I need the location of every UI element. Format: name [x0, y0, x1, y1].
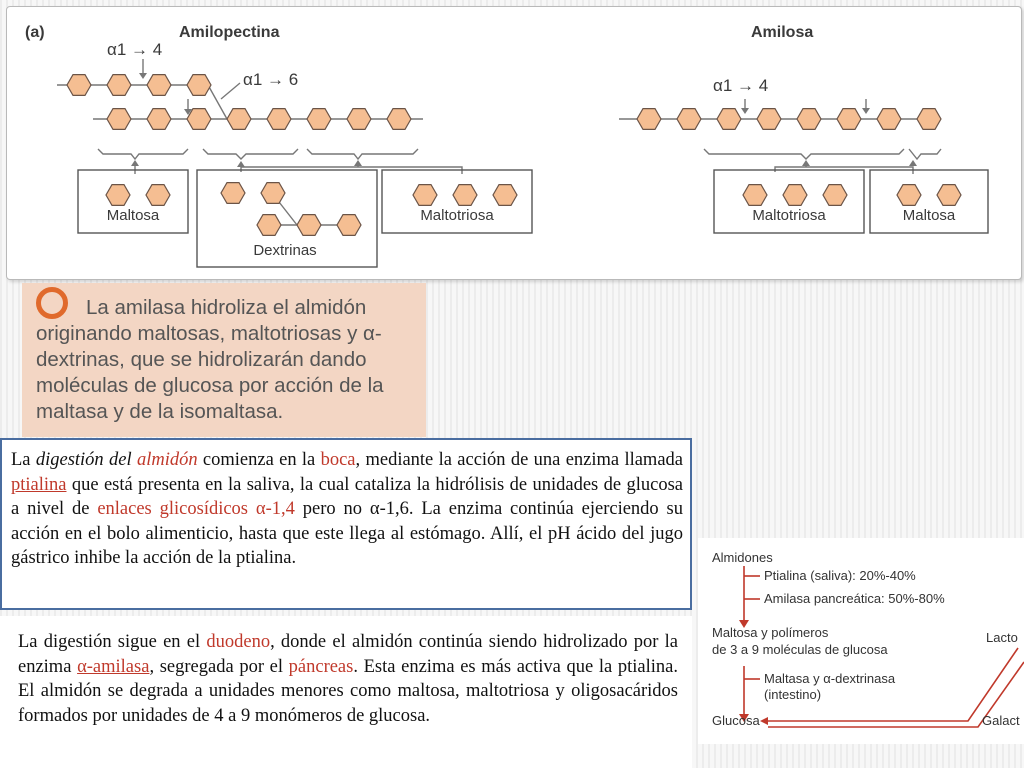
maltosa-amilosa-hexagon: [937, 185, 961, 206]
flow-maltasa-1: Maltasa y α-dextrinasa: [764, 671, 896, 686]
p2-text: La digestión sigue en el: [18, 632, 207, 652]
dextrinas-hexagon: [261, 183, 285, 204]
ptialina-link[interactable]: ptialina: [11, 474, 67, 495]
flow-middle-1: Maltosa y polímeros: [712, 625, 829, 640]
dextrinas-hexagon: [337, 215, 361, 236]
flow-middle-2: de 3 a 9 moléculas de glucosa: [712, 642, 888, 657]
amilosa-chain-hexagon: [877, 109, 901, 130]
paragraph-digestion-duodeno: [18, 630, 678, 728]
dextrinas-hexagon: [221, 183, 245, 204]
p2-text: , segregada por el: [149, 656, 289, 677]
maltotriosa-hexagon: [413, 185, 437, 206]
amilopectina-main-chain-hexagon: [227, 109, 251, 130]
starch-structure-diagram: [6, 6, 1022, 280]
paragraph-digestion-boca: [11, 448, 683, 571]
p1-enlaces: enlaces glicosídicos α-1,4: [97, 499, 295, 520]
p1-italic: digestión del: [35, 450, 137, 470]
amilasa-note-text: La amilasa hidroliza el almidón originando maltosas, maltotriosas y α-dextrinas, que se hidrolizarán dando moléculas de glucosa por acción de la maltasa y de la isomaltasa.: [36, 296, 384, 423]
amilosa-chain-hexagon: [757, 109, 781, 130]
product-label-dextrinas: Dextrinas: [253, 242, 317, 259]
p1-text: pero no α-1,6. La enzima continúa ejerciendo su acción en el bolo alimenticio, hasta que este llega al estómago. Allí, el pH ácido del jugo gástrico inhibe la acción de la ptialina.: [11, 499, 684, 569]
flow-right-bottom: Galact: [982, 713, 1020, 728]
digestion-flow-diagram: [698, 538, 1024, 744]
amilopectina-top-chain-hexagon: [147, 75, 171, 96]
p1-text: La: [11, 450, 36, 470]
amilopectina-main-chain-hexagon: [187, 109, 211, 130]
p2-duodeno: duodeno: [206, 632, 271, 652]
bond-label-alpha14-amilopectina: α1 → 4: [107, 40, 163, 59]
amilopectina-title: Amilopectina: [179, 24, 280, 41]
maltosa-hexagon: [146, 185, 170, 206]
p2-text: , donde el almidón continúa siendo hidrolizado por la enzima: [18, 632, 678, 677]
amilopectina-main-chain-hexagon: [387, 109, 411, 130]
product-label-maltotriosa: Maltotriosa: [420, 207, 494, 224]
dextrinas-hexagon: [297, 215, 321, 236]
maltotriosa-amilosa-hexagon: [823, 185, 847, 206]
maltotriosa-amilosa-hexagon: [783, 185, 807, 206]
amilopectina-main-chain-hexagon: [107, 109, 131, 130]
flow-right-top: Lacto: [986, 630, 1018, 645]
p2-text: . Esta enzima es más activa que la ptialina. El almidón se degrada a unidades menores como maltosa, maltotriosa y oligosacáridos formados por unidades de 4 a 9 monómeros de glucosa.: [18, 656, 679, 726]
amilosa-chain-hexagon: [917, 109, 941, 130]
dextrinas-hexagon: [257, 215, 281, 236]
maltosa-hexagon: [106, 185, 130, 206]
p1-text: que está presenta en la saliva, la cual cataliza la hidrólisis de unidades de glucosa a nivel de: [11, 474, 683, 520]
bond-label-alpha16: α1 → 6: [243, 70, 299, 89]
flow-end: Glucosa: [712, 713, 760, 728]
maltotriosa-amilosa-hexagon: [743, 185, 767, 206]
amilopectina-top-chain-hexagon: [107, 75, 131, 96]
bond-label-alpha14-amilosa: α1 → 4: [713, 76, 769, 95]
product-label-maltotriosa-amilosa: Maltotriosa: [752, 207, 826, 224]
p1-almidon: almidón: [136, 450, 198, 470]
product-label-maltosa: Maltosa: [106, 207, 160, 224]
amilopectina-main-chain-hexagon: [347, 109, 371, 130]
p2-pancreas: páncreas: [288, 656, 354, 677]
maltotriosa-hexagon: [493, 185, 517, 206]
maltosa-amilosa-hexagon: [897, 185, 921, 206]
flow-maltasa-2: (intestino): [764, 687, 822, 702]
alfa-amilasa-link[interactable]: α-amilasa: [77, 656, 150, 677]
amilopectina-main-chain-hexagon: [147, 109, 171, 130]
amilopectina-main-chain-hexagon: [267, 109, 291, 130]
amilasa-note: [22, 283, 426, 437]
p1-text: , mediante la acción de una enzima llamada: [355, 450, 683, 470]
product-label-maltosa-amilosa: Maltosa: [902, 207, 956, 224]
amilosa-chain-hexagon: [677, 109, 701, 130]
amilopectina-top-chain-hexagon: [187, 75, 211, 96]
amilosa-title: Amilosa: [751, 24, 814, 41]
p1-text: comienza en la: [197, 450, 321, 470]
flow-amilasa: Amilasa pancreática: 50%-80%: [764, 591, 945, 606]
amilosa-chain-hexagon: [797, 109, 821, 130]
amilosa-chain-hexagon: [637, 109, 661, 130]
paragraph-box-digestion-boca: [0, 438, 692, 610]
maltotriosa-hexagon: [453, 185, 477, 206]
amilopectina-main-chain-hexagon: [307, 109, 331, 130]
amilopectina-top-chain-hexagon: [67, 75, 91, 96]
amilosa-chain-hexagon: [717, 109, 741, 130]
paragraph-box-digestion-duodeno: [0, 616, 692, 768]
panel-label: (a): [25, 24, 45, 41]
amilosa-chain-hexagon: [837, 109, 861, 130]
flow-ptialina: Ptialina (saliva): 20%-40%: [764, 568, 916, 583]
p1-boca: boca: [320, 450, 356, 470]
flow-start: Almidones: [712, 550, 773, 565]
